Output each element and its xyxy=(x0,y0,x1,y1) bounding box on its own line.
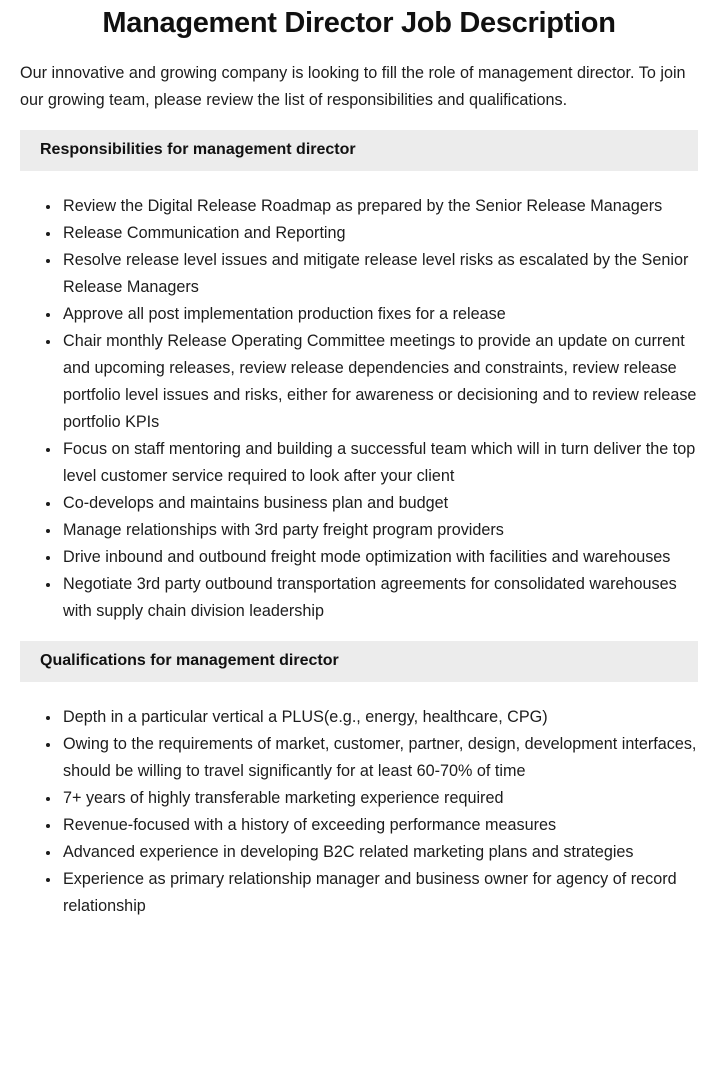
list-item: • Approve all post implementation production fixes for a release xyxy=(61,301,698,328)
section-responsibilities xyxy=(20,130,698,625)
list-item: • Drive inbound and outbound freight mode optimization with facilities and warehouses xyxy=(61,544,698,571)
list-item: • Experience as primary relationship manager and business owner for agency of record relationship xyxy=(61,866,698,920)
list-item: • 7+ years of highly transferable marketing experience required xyxy=(61,785,698,812)
list-item: • Co-develops and maintains business plan and budget xyxy=(61,490,698,517)
list-item: • Depth in a particular vertical a PLUS(e.g., energy, healthcare, CPG) xyxy=(61,704,698,731)
qualifications-section-heading: Qualifications for management director xyxy=(20,641,698,682)
responsibilities-section-heading: Responsibilities for management director xyxy=(20,130,698,171)
page-title: Management Director Job Description xyxy=(102,7,616,39)
qualifications-list xyxy=(20,704,698,920)
intro-paragraph: Our innovative and growing company is looking to fill the role of management director. To join our growing team, please review the list of responsibilities and qualifications. xyxy=(20,64,686,109)
section-qualifications xyxy=(20,641,698,920)
responsibilities-list xyxy=(20,193,698,625)
list-item: • Owing to the requirements of market, customer, partner, design, development interfaces, should be willing to travel significantly for at least 60-70% of time xyxy=(61,731,698,785)
list-item: • Focus on staff mentoring and building a successful team which will in turn deliver the top level customer service required to look after your client xyxy=(61,436,698,490)
list-item: • Review the Digital Release Roadmap as prepared by the Senior Release Managers xyxy=(61,193,698,220)
list-item: • Resolve release level issues and mitigate release level risks as escalated by the Senior Release Managers xyxy=(61,247,698,301)
list-item: • Chair monthly Release Operating Committee meetings to provide an update on current and upcoming releases, review release dependencies and constraints, review release portfolio level issues and risks, either for awareness or decisioning and to review release portfolio KPIs xyxy=(61,328,698,436)
list-item: • Manage relationships with 3rd party freight program providers xyxy=(61,517,698,544)
list-item: • Release Communication and Reporting xyxy=(61,220,698,247)
list-item: • Negotiate 3rd party outbound transportation agreements for consolidated warehouses with supply chain division leadership xyxy=(61,571,698,625)
list-item: • Advanced experience in developing B2C related marketing plans and strategies xyxy=(61,839,698,866)
list-item: • Revenue-focused with a history of exceeding performance measures xyxy=(61,812,698,839)
